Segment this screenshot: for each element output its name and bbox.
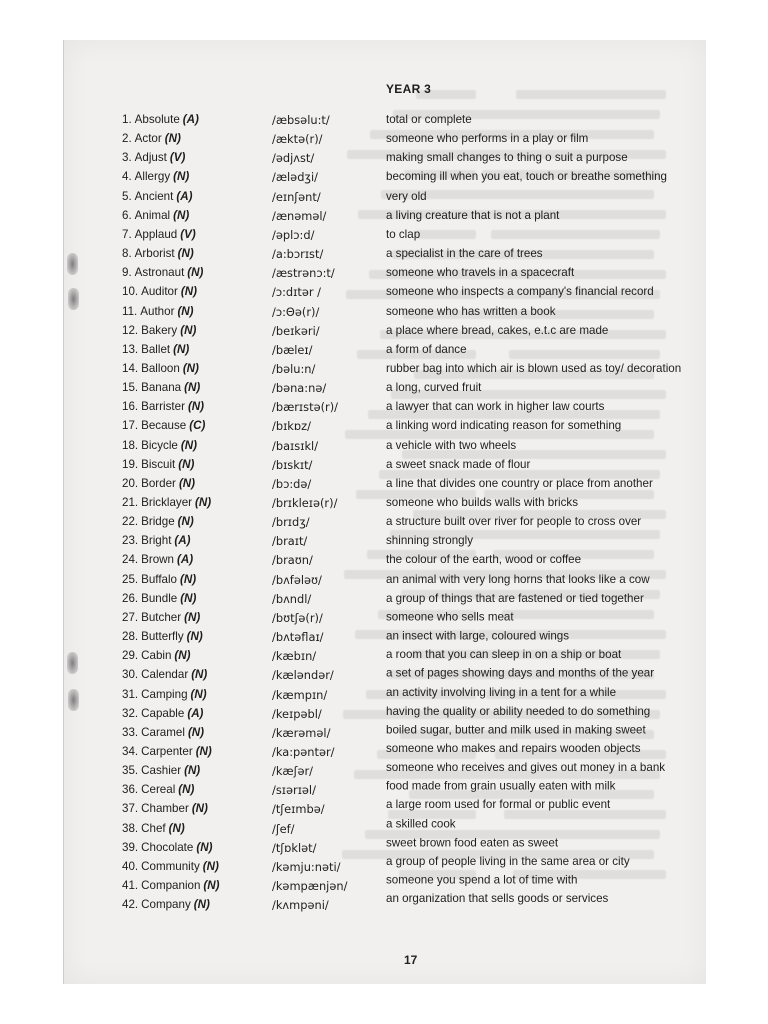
entry-number: 9. [122, 266, 132, 280]
entry-number: 42. [122, 898, 139, 912]
entry-definition: a group of people living in the same area or city [386, 854, 630, 868]
entry-number: 38. [122, 821, 139, 835]
part-of-speech: (N) [180, 285, 197, 299]
entry-number: 2. [122, 132, 132, 146]
part-of-speech: (N) [195, 744, 212, 758]
vocab-entry [64, 458, 706, 476]
entry-headword: Biscuit [141, 457, 176, 471]
entry-word [122, 745, 212, 758]
vocab-entry [64, 592, 706, 610]
entry-headword: Animal [134, 208, 171, 222]
entry-definition: a set of pages showing days and months of the year [386, 666, 655, 680]
part-of-speech: (A) [187, 706, 204, 720]
entry-word [122, 860, 219, 873]
entry-headword: Cereal [141, 783, 176, 797]
entry-definition: a place where bread, cakes, e.t.c are made [386, 323, 609, 337]
entry-pronunciation: /beɪkəri/ [272, 323, 320, 338]
page-title: YEAR 3 [386, 82, 432, 96]
entry-number: 26. [122, 591, 139, 605]
entry-pronunciation: /bæleɪ/ [272, 342, 313, 357]
part-of-speech: (N) [195, 496, 212, 509]
vocab-entry [64, 247, 706, 265]
entry-number: 16. [122, 400, 139, 414]
entry-number: 13. [122, 342, 139, 356]
entry-number: 30. [122, 668, 139, 682]
entry-pronunciation: /bʊtʃə(r)/ [272, 610, 323, 625]
part-of-speech: (N) [177, 247, 194, 261]
entry-number: 32. [122, 706, 139, 720]
entry-word [122, 630, 203, 643]
vocab-entry [64, 668, 706, 686]
entry-definition: sweet brown food eaten as sweet [386, 835, 559, 849]
entry-definition: a room that you can sleep in on a ship or boat [386, 648, 622, 662]
entry-definition: very old [386, 189, 427, 203]
entry-word [122, 247, 194, 260]
vocab-entry [64, 477, 706, 495]
entry-headword: Allergy [134, 170, 171, 184]
entry-definition: a form of dance [386, 342, 467, 356]
part-of-speech: (A) [174, 534, 191, 548]
vocab-entry [64, 611, 706, 629]
entry-number: 7. [122, 227, 132, 241]
part-of-speech: (C) [189, 419, 206, 433]
entry-pronunciation: /bærɪstə(r)/ [272, 400, 338, 415]
vocab-entry [64, 113, 706, 131]
entry-definition: someone who travels in a spacecraft [386, 266, 575, 280]
part-of-speech: (N) [173, 208, 190, 222]
entry-definition: someone who performs in a play or film [386, 132, 589, 146]
entry-pronunciation: /bʌndl/ [272, 591, 312, 606]
entry-word [122, 151, 185, 164]
entry-pronunciation: /kəmju:nəti/ [272, 859, 341, 874]
vocab-entry [64, 704, 706, 725]
entry-number: 20. [122, 476, 139, 490]
vocab-entry [64, 798, 706, 820]
entry-number: 39. [122, 840, 139, 854]
entry-headword: Bricklayer [141, 496, 193, 509]
entry-pronunciation: /kæbɪn/ [272, 649, 317, 664]
entry-headword: Brown [141, 553, 174, 567]
part-of-speech: (N) [173, 342, 190, 356]
entry-definition: making small changes to thing o suit a purpose [386, 151, 628, 165]
entry-headword: Companion [141, 879, 201, 892]
entry-number: 37. [122, 802, 139, 816]
vocab-entry [64, 209, 706, 227]
entry-word [122, 496, 211, 509]
entry-word [122, 707, 203, 720]
vocab-entry [64, 515, 706, 533]
entry-pronunciation: /sɪərɪəl/ [272, 783, 316, 798]
entry-word [122, 515, 194, 528]
entry-number: 15. [122, 381, 139, 395]
entry-pronunciation: /bəna:nə/ [272, 381, 327, 396]
vocab-entry [64, 630, 706, 648]
entry-word [122, 688, 207, 701]
entry-number: 17. [122, 419, 139, 433]
entry-pronunciation: /braɪt/ [272, 534, 308, 549]
entry-definition: rubber bag into which air is blown used as toy/ decoration [386, 361, 682, 375]
paper-sheet [63, 40, 706, 984]
entry-number: 27. [122, 610, 139, 624]
entry-word [122, 764, 200, 777]
entry-word [122, 381, 200, 394]
part-of-speech: (N) [191, 802, 208, 816]
entry-headword: Author [140, 304, 175, 318]
entry-headword: Bridge [141, 515, 175, 529]
entry-headword: Applaud [134, 227, 178, 241]
entry-headword: Balloon [141, 361, 180, 375]
entry-headword: Buffalo [141, 572, 178, 586]
vocab-entry [64, 170, 706, 188]
entry-definition: an activity involving living in a tent for a while [386, 685, 617, 699]
part-of-speech: (N) [177, 304, 194, 318]
part-of-speech: (N) [184, 764, 201, 778]
entry-number: 22. [122, 515, 139, 529]
part-of-speech: (N) [164, 132, 181, 146]
entry-pronunciation: /kʌmpəni/ [272, 898, 329, 913]
entry-pronunciation: /ka:pəntər/ [272, 744, 335, 759]
entry-headword: Bakery [141, 323, 178, 337]
part-of-speech: (N) [203, 879, 220, 892]
entry-headword: Camping [141, 687, 188, 701]
entry-pronunciation: /tʃɒklət/ [272, 840, 317, 855]
entry-word [122, 170, 189, 183]
entry-number: 3. [122, 151, 132, 165]
entry-pronunciation: /ɔ:Θə(r)/ [272, 304, 320, 319]
entry-word [122, 879, 220, 892]
part-of-speech: (N) [180, 438, 197, 452]
entry-definition: a large room used for formal or public event [386, 798, 611, 812]
entry-pronunciation: /ədjʌst/ [272, 151, 315, 166]
vocab-entry [64, 132, 706, 150]
vocab-entry [64, 190, 706, 208]
entry-word [122, 305, 194, 318]
part-of-speech: (N) [193, 898, 210, 912]
entry-definition: someone you spend a lot of time with [386, 873, 578, 887]
entry-word [122, 822, 185, 835]
entry-number: 4. [122, 170, 132, 184]
entry-definition: someone who makes and repairs wooden objects [386, 742, 641, 756]
entry-number: 36. [122, 783, 139, 797]
entry-word [122, 228, 196, 241]
entry-number: 40. [122, 859, 139, 873]
vocab-entry [64, 343, 706, 361]
entry-word [122, 611, 200, 624]
entry-definition: a linking word indicating reason for something [386, 419, 622, 433]
entry-pronunciation: /æktə(r)/ [272, 132, 323, 147]
entry-definition: a living creature that is not a plant [386, 208, 560, 222]
part-of-speech: (N) [168, 821, 185, 835]
vocab-entry [64, 419, 706, 437]
entry-pronunciation: /æbsəlu:t/ [272, 113, 330, 127]
entry-headword: Butterfly [141, 630, 184, 644]
entry-definition: becoming ill when you eat, touch or breathe something [386, 170, 667, 184]
part-of-speech: (V) [180, 227, 196, 241]
entry-pronunciation: /bəlu:n/ [272, 361, 316, 376]
entry-pronunciation: /keɪpəbl/ [272, 706, 322, 721]
entry-headword: Ancient [134, 189, 174, 203]
entry-headword: Cashier [141, 764, 182, 778]
vocab-entry [64, 381, 706, 399]
entry-pronunciation: /brɪkleɪə(r)/ [272, 496, 338, 510]
entry-pronunciation: /bʌtəflaɪ/ [272, 630, 324, 645]
entry-pronunciation: /kæləndər/ [272, 668, 334, 683]
part-of-speech: (V) [169, 151, 186, 165]
entry-word [122, 419, 205, 432]
entry-headword: Banana [141, 381, 182, 395]
entry-definition: someone who receives and gives out money in a bank [386, 760, 666, 774]
entry-word [122, 534, 191, 547]
part-of-speech: (N) [180, 572, 197, 586]
entry-definition: someone who has written a book [386, 304, 556, 318]
vocab-entry [64, 534, 706, 552]
entry-number: 21. [122, 496, 139, 509]
entry-definition: a skilled cook [386, 817, 456, 831]
vocab-entry [64, 685, 706, 706]
entry-definition: someone who sells meat [386, 610, 514, 624]
entry-headword: Cabin [141, 649, 172, 663]
vocab-entry [64, 285, 706, 303]
entry-number: 6. [122, 208, 132, 222]
entry-definition: an animal with very long horns that looks like a cow [386, 572, 650, 586]
entry-word [122, 362, 199, 375]
vocab-entry [64, 228, 706, 246]
entry-headword: Butcher [141, 610, 182, 624]
entry-pronunciation: /bʌfələʊ/ [272, 572, 322, 587]
part-of-speech: (N) [190, 687, 207, 701]
entry-headword: Caramel [141, 725, 185, 739]
entry-definition: a long, curved fruit [386, 381, 482, 395]
entry-word [122, 783, 194, 796]
entry-headword: Auditor [141, 285, 178, 299]
entry-pronunciation: /baɪsɪkl/ [272, 438, 319, 453]
entry-definition: total or complete [386, 113, 472, 126]
entry-pronunciation: /ʃef/ [272, 821, 295, 836]
entry-word [122, 477, 195, 490]
entry-pronunciation: /əplɔ:d/ [272, 227, 315, 242]
entry-definition: boiled sugar, butter and milk used in making sweet [386, 723, 646, 737]
entry-word [122, 553, 193, 566]
entry-definition: having the quality or ability needed to do something [386, 704, 651, 718]
entry-headword: Absolute [134, 113, 180, 126]
entry-pronunciation: /ɔ:dɪtər / [272, 285, 322, 300]
entry-word [122, 400, 204, 413]
entry-pronunciation: /ænəməl/ [272, 208, 327, 223]
entry-headword: Barrister [141, 400, 185, 414]
entry-pronunciation: /ælədʒi/ [272, 170, 319, 185]
vocab-entry [64, 649, 706, 667]
entry-word [122, 266, 203, 279]
entry-number: 12. [122, 323, 139, 337]
entry-definition: shinning strongly [386, 534, 474, 548]
entry-headword: Chocolate [141, 840, 194, 854]
entry-number: 23. [122, 534, 139, 548]
entry-word [122, 439, 197, 452]
entry-definition: someone who inspects a company's financial record [386, 285, 654, 299]
entry-word [122, 592, 196, 605]
entry-definition: a line that divides one country or place from another [386, 476, 653, 490]
part-of-speech: (N) [191, 668, 208, 682]
vocab-entry [64, 324, 706, 342]
entry-number: 11. [122, 304, 138, 318]
entry-pronunciation: /tʃeɪmbə/ [272, 802, 325, 817]
entry-word [122, 324, 196, 337]
vocab-entry [64, 439, 706, 457]
entry-headword: Bundle [141, 591, 178, 605]
entry-headword: Company [141, 898, 191, 912]
entry-headword: Calendar [141, 668, 189, 682]
entry-definition: a vehicle with two wheels [386, 438, 517, 452]
entry-headword: Arborist [134, 247, 175, 261]
vocab-entry [64, 305, 706, 323]
entry-word [122, 573, 196, 586]
entry-word [122, 802, 208, 815]
part-of-speech: (N) [196, 840, 213, 854]
vocab-entry [64, 573, 706, 591]
part-of-speech: (N) [186, 630, 203, 644]
entry-pronunciation: /kæmpɪn/ [272, 687, 328, 702]
page-number: 17 [404, 953, 418, 967]
part-of-speech: (A) [177, 553, 194, 567]
part-of-speech: (N) [180, 323, 197, 337]
vocab-entry [64, 151, 706, 169]
entry-pronunciation: /braʊn/ [272, 553, 313, 568]
entry-definition: food made from grain usually eaten with milk [386, 779, 616, 793]
entry-definition: someone who builds walls with bricks [386, 496, 579, 509]
entry-number: 41. [122, 879, 139, 892]
entry-headword: Because [141, 419, 187, 433]
part-of-speech: (N) [178, 457, 195, 471]
vocab-entry [64, 817, 706, 840]
vocab-entry [64, 892, 706, 916]
entry-definition: to clap [386, 227, 421, 241]
entry-word [122, 726, 204, 739]
part-of-speech: (N) [177, 515, 194, 529]
entry-definition: a specialist in the care of trees [386, 247, 543, 261]
entry-word [122, 898, 210, 911]
vocab-entry [64, 496, 706, 514]
entry-definition: a sweet snack made of flour [386, 457, 531, 471]
entry-headword: Community [141, 859, 200, 873]
entry-number: 31. [122, 687, 139, 701]
entry-headword: Ballet [141, 342, 171, 356]
part-of-speech: (N) [178, 476, 196, 490]
entry-number: 5. [122, 189, 132, 203]
entry-number: 25. [122, 572, 139, 586]
entry-pronunciation: /æstrənɔ:t/ [272, 266, 335, 281]
entry-headword: Chef [141, 821, 166, 835]
entry-number: 18. [122, 438, 139, 452]
entry-word [122, 343, 189, 356]
part-of-speech: (N) [187, 400, 205, 414]
entry-number: 34. [122, 744, 139, 758]
entry-number: 14. [122, 361, 139, 375]
entry-definition: a lawyer that can work in higher law courts [386, 400, 605, 414]
entry-definition: an organization that sells goods or services [386, 892, 609, 906]
entry-number: 10. [122, 285, 139, 299]
vocab-entry [64, 362, 706, 380]
entry-pronunciation: /kærəməl/ [272, 725, 331, 740]
part-of-speech: (N) [187, 725, 205, 739]
part-of-speech: (A) [182, 113, 199, 126]
entry-word [122, 458, 194, 471]
entry-headword: Adjust [134, 151, 167, 165]
vocab-entry [64, 553, 706, 571]
entry-headword: Capable [141, 706, 185, 720]
entry-definition: a group of things that are fastened or tied together [386, 591, 644, 605]
entry-word [122, 668, 207, 681]
entry-number: 1. [122, 113, 132, 126]
entry-number: 24. [122, 553, 139, 567]
entry-headword: Bright [141, 534, 172, 548]
part-of-speech: (N) [187, 266, 204, 280]
entry-pronunciation: /bɪskɪt/ [272, 457, 313, 472]
entry-headword: Astronaut [134, 266, 185, 280]
entry-pronunciation: /a:bɔrɪst/ [272, 247, 324, 262]
entry-number: 19. [122, 457, 139, 471]
entry-pronunciation: /kəmpænjən/ [272, 879, 348, 893]
entry-word [122, 190, 192, 203]
part-of-speech: (N) [174, 649, 191, 663]
vocab-entry [64, 873, 706, 897]
part-of-speech: (N) [184, 381, 201, 395]
entry-pronunciation: /eɪnʃənt/ [272, 189, 321, 204]
entry-headword: Actor [134, 132, 162, 146]
show-through-line [516, 90, 666, 99]
part-of-speech: (N) [173, 170, 190, 184]
entry-number: 29. [122, 649, 139, 663]
entry-headword: Bicycle [141, 438, 178, 452]
part-of-speech: (N) [184, 610, 201, 624]
entry-word [122, 285, 197, 298]
entry-definition: the colour of the earth, wood or coffee [386, 553, 582, 567]
entry-pronunciation: /brɪdʒ/ [272, 515, 310, 530]
entry-number: 33. [122, 725, 139, 739]
part-of-speech: (N) [182, 361, 199, 375]
entry-definition: a structure built over river for people to cross over [386, 515, 642, 529]
entry-pronunciation: /bɔ:də/ [272, 476, 312, 491]
vocab-entry [64, 854, 706, 878]
entry-headword: Chamber [141, 802, 189, 816]
entry-word [122, 841, 212, 854]
vocab-entry [64, 400, 706, 418]
part-of-speech: (N) [180, 591, 197, 605]
entry-number: 28. [122, 630, 139, 644]
entry-definition: an insect with large, coloured wings [386, 629, 570, 643]
entry-word [122, 113, 199, 126]
part-of-speech: (N) [202, 859, 219, 873]
entry-number: 35. [122, 764, 139, 778]
entry-headword: Carpenter [141, 744, 193, 758]
entry-number: 8. [122, 247, 132, 261]
vocab-entry [64, 266, 706, 284]
part-of-speech: (N) [178, 783, 195, 797]
entry-word [122, 649, 191, 662]
entry-pronunciation: /bɪkɒz/ [272, 419, 311, 434]
entry-pronunciation: /kæʃər/ [272, 764, 313, 779]
entry-headword: Border [141, 476, 176, 490]
entry-word [122, 132, 181, 145]
entry-word [122, 209, 189, 222]
part-of-speech: (A) [176, 189, 193, 203]
